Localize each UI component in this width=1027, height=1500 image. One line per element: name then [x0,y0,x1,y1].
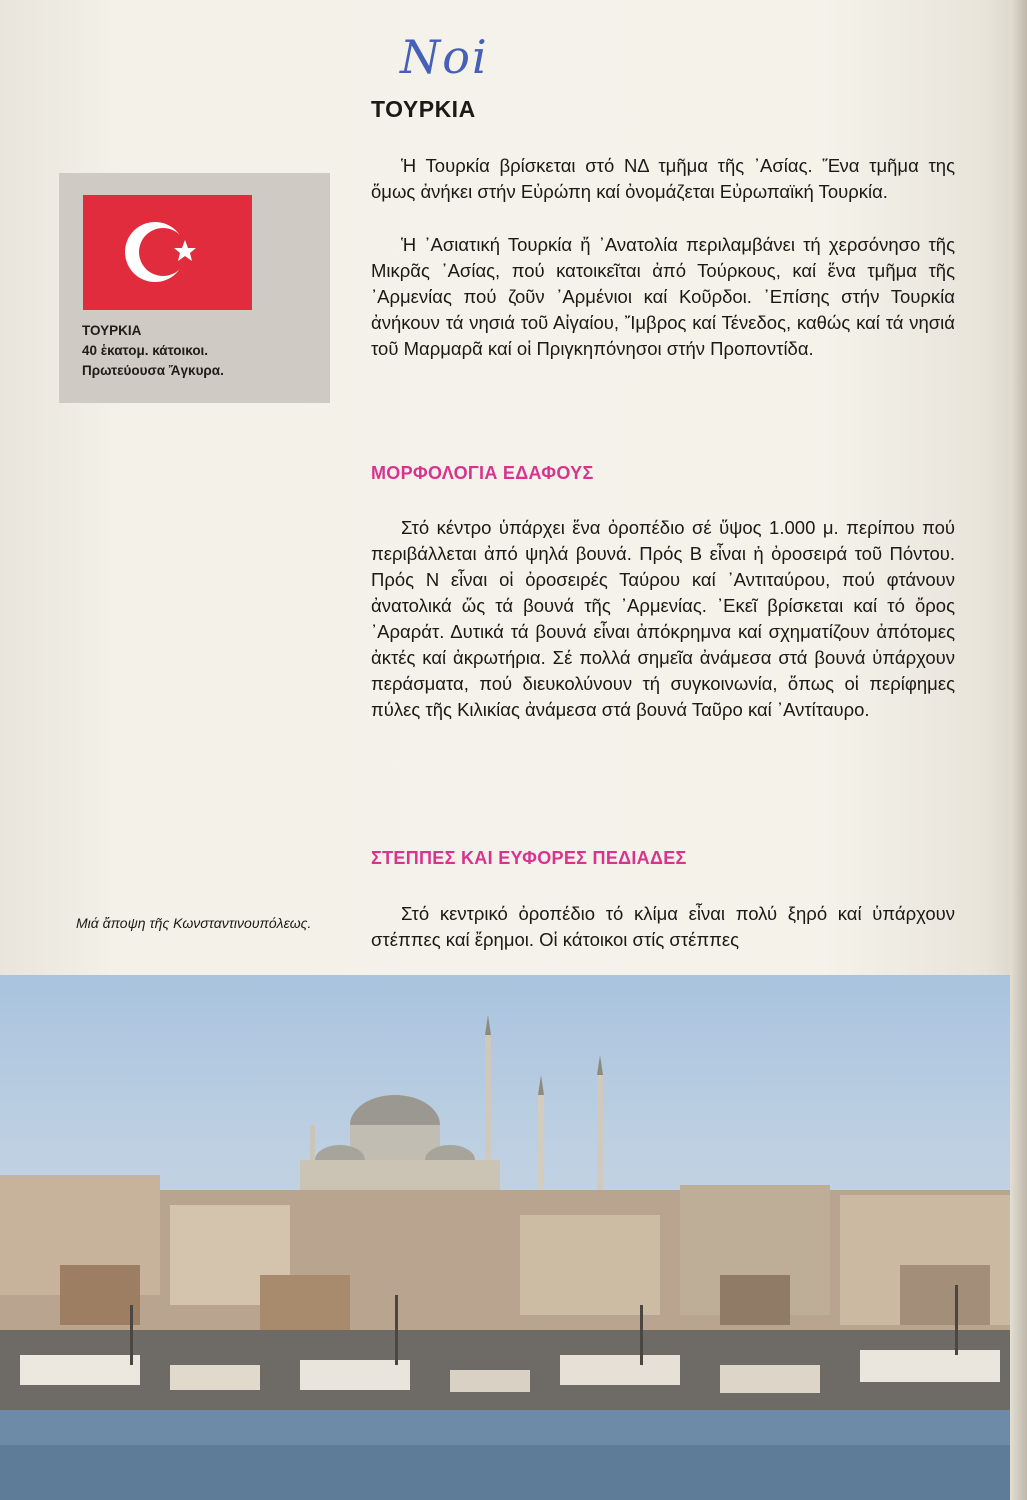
factbox-capital: Πρωτεύουσα Ἄγκυρα. [82,363,224,378]
section-heading-steppes: ΣΤΕΠΠΕΣ ΚΑΙ ΕΥΦΟΡΕΣ ΠΕΔΙΑΔΕΣ [371,848,687,868]
handwritten-note: Noi [400,30,489,84]
section-heading-morphology: ΜΟΡΦΟΛΟΓΙΑ ΕΔΑΦΟΥΣ [371,463,594,483]
constantinople-photo [0,975,1027,1500]
city-skyline-illustration [0,975,1027,1500]
steppes-paragraph: Στό κεντρικό ὀροπέδιο τό κλίμα εἶναι πολύ ξηρό καί ὑπάρχουν στέππες καί ἔρημοι. Οἱ κάτοικοι στίς στέππες [371,903,955,950]
factbox-country-name: ΤΟΥΡΚΙΑ [82,323,142,338]
page-edge [1010,0,1027,1500]
intro-paragraph-2: Ἡ ᾿Ασιατική Τουρκία ἤ ᾿Ανατολία περιλαμβάνει τή χερσόνησο τῆς Μικρᾶς ᾿Ασίας, πού κατοικεῖται ἀπό Τούρκους, καί ἕνα τμῆμα τῆς ᾿Αρμενίας πού ζοῦν ᾿Αρμένιοι καί Κοῦρδοι. ᾿Επίσης στήν Τουρκία ἀνήκουν τά νησιά τοῦ Αἰγαίου, Ἴμβρος καί Τένεδος, καθώς καί τά νησιά τοῦ Μαρμαρᾶ καί οἱ Πριγκηπόνησοι στήν Προποντίδα. [371,234,955,359]
intro-paragraph-1: Ἡ Τουρκία βρίσκεται στό ΝΔ τμῆμα τῆς ᾿Ασίας. Ἕνα τμῆμα της ὅμως ἀνήκει στήν Εὐρώπη καί ὀνομάζεται Εὐρωπαϊκή Τουρκία. [371,155,955,202]
page-title: ΤΟΥΡΚΙΑ [371,96,476,122]
photo-caption: Μιά ἄποψη τῆς Κωνσταντινουπόλεως. [76,915,312,931]
factbox-population: 40 ἑκατομ. κάτοικοι. [82,343,209,358]
crescent-star-icon [83,195,252,310]
morphology-paragraph: Στό κέντρο ὑπάρχει ἕνα ὀροπέδιο σέ ὕψος 1.000 μ. περίπου πού περιβάλλεται ἀπό ψηλά βουνά. Πρός Β εἶναι ἡ ὀροσειρά τοῦ Πόντου. Πρός Ν εἶναι οἱ ὀροσειρές Ταύρου καί ᾿Αντιταύρου, πού φτάνουν ἀνατολικά ὥς τά βουνά τῆς ᾿Αρμενίας. ᾿Εκεῖ βρίσκεται καί τό ὄρος ᾿Αραράτ. Δυτικά τά βουνά εἶναι ἀπόκρημνα καί σχηματίζουν ἀπότομες ἀκτές καί ἀκρωτήρια. Σέ πολλά σημεῖα ἀνάμεσα στά βουνά ὑπάρχουν περάσματα, πού διευκολύνουν τή συγκοινωνία, ὅπως οἱ περίφημες πύλες τῆς Κιλικίας ἀνάμεσα στά βουνά Ταῦρο καί ᾿Αντίταυρο. [371,517,955,720]
country-factbox [59,173,330,403]
factbox-text [82,321,224,381]
turkey-flag-icon [83,195,252,310]
